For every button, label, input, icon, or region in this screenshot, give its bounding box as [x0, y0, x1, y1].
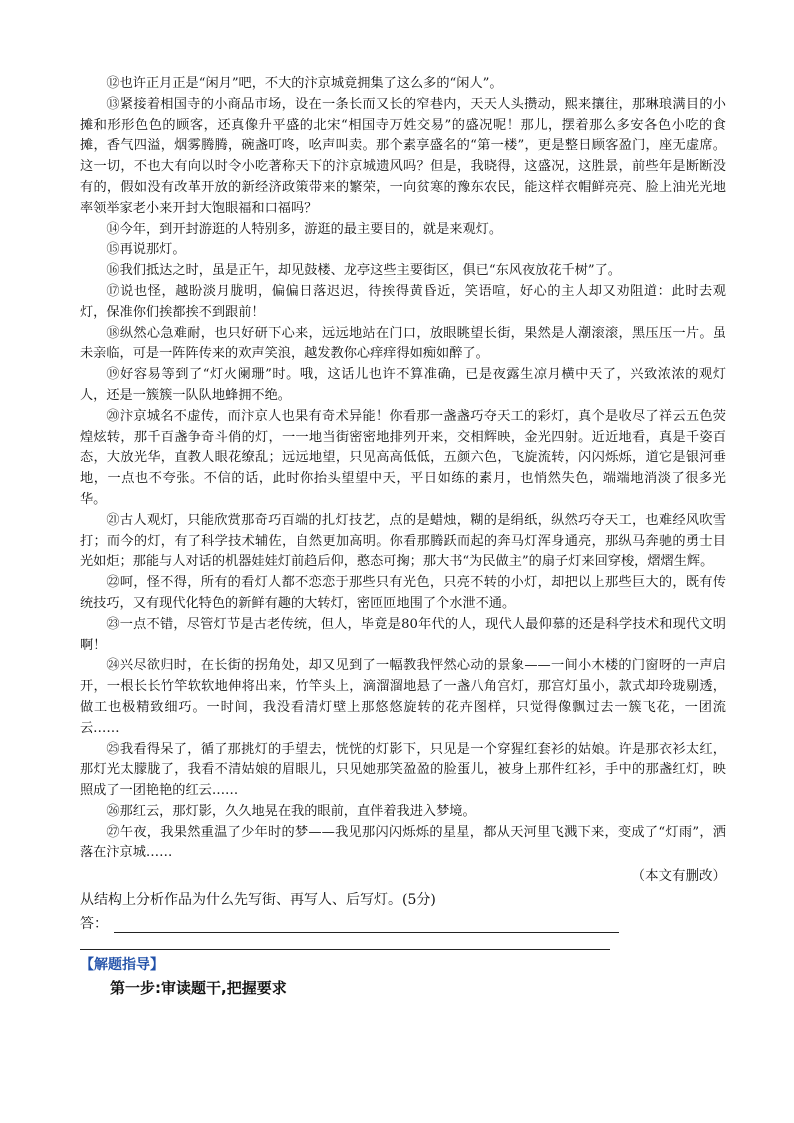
answer-line [80, 911, 726, 933]
answer-rule-2[interactable] [80, 933, 610, 950]
answer-rule-1[interactable] [114, 916, 619, 933]
question-text: 从结构上分析作品为什么先写街、再写人、后写灯。(5分) [80, 892, 436, 909]
paragraph-18: ⑱纵然心急难耐，也只好研下心来，远远地站在门口，放眼眺望长街，果然是人潮滚滚，黑压压一片。虽未亲临，可是一阵阵传来的欢声笑浪，越发教你心痒痒得如痴如醉了。 [80, 325, 726, 362]
solution-guide [80, 954, 726, 1000]
paragraph-21: ㉑古人观灯，只能欣赏那奇巧百端的扎灯技艺，点的是蜡烛，糊的是绢纸，纵然巧夺天工，也难经风吹雪打；而今的灯，有了科学技术辅佐，自然更加高明。你看那腾跃而起的奔马灯浑身通亮，那纵马奔驰的勇士目光如炬；那能与人对话的机器娃娃灯前趋后仰，憨态可掬；那大书“为民做主”的扇子灯来回穿梭，熠熠生辉。 [80, 512, 726, 570]
paragraph-14: ⑭今年，到开封游逛的人特别多，游逛的最主要目的，就是来观灯。 [106, 221, 503, 237]
paragraph-19: ⑲好容易等到了“灯火阑珊”时。哦，这话儿也许不算准确，已是夜露生凉月横中天了，兴致浓浓的观灯人，还是一簇簇一队队地蜂拥不绝。 [80, 367, 726, 403]
paragraph-12: ⑫也许正月正是“闲月”吧，不大的汴京城竟拥集了这么多的“闲人”。 [106, 76, 503, 91]
paragraph-24: ㉔兴尽欲归时，在长街的拐角处，却又见到了一幅教我怦然心动的景象——一间小木楼的门窗呀的一声启开，一根长长竹竿软软地伸将出来，竹竿头上，滴溜溜地悬了一盏八角宫灯，那宫灯虽小，款式却玲珑剔透，做工也极精致细巧。一时间，我没看清灯壁上那悠悠旋转的花卉图样，只觉得像飘过去一簇飞花，一团流云…… [80, 658, 726, 736]
paragraph-22: ㉒呵，怪不得，所有的看灯人都不恋恋于那些只有光色，只亮不转的小灯，却把以上那些巨大的，既有传统技巧，又有现代化特色的新鲜有趣的大转灯，密匝匝地围了个水泄不通。 [80, 575, 726, 611]
paragraph-20: ⑳汴京城名不虚传，而汴京人也果有奇术异能！你看那一盏盏巧夺天工的彩灯，真个是收尽了祥云五色荧煌炫转，那千百盏争奇斗俏的灯，一一地当街密密地排列开来，交相辉映，金光四射。近近地看，真是千姿百态，大放光华，直教人眼花缭乱；远远地望，只见高高低低，五颜六色，飞旋流转，闪闪烁烁，道它是银河垂地，一点也不夸张。不信的话，此时你抬头望望中天，平日如练的素月，也悄然失色，端端地消淡了很多光华。 [80, 408, 726, 507]
guide-title: 【解题指导】 [80, 957, 164, 974]
paragraph-23: ㉓一点不错，尽管灯节是古老传统，但人，毕竟是80年代的人，现代人最仰慕的还是科学技术和现代文明啊！ [80, 616, 726, 653]
paragraph-16: ⑯我们抵达之时，虽是正午，却见鼓楼、龙亭这些主要街区，俱已“东风夜放花千树”了。 [106, 263, 621, 279]
paragraph-26: ㉖那红云，那灯影，久久地晃在我的眼前，直伴着我进入梦境。 [106, 803, 476, 819]
paragraph-25: ㉕我看得呆了，循了那挑灯的手望去，恍恍的灯影下，只见是一个穿猩红套衫的姑娘。许是那衣衫太红，那灯光太朦胧了，我看不清姑娘的眉眼儿，只见她那笑盈盈的脸蛋儿，被身上那件红衫，手中的那盏红灯，映照成了一团艳艳的红云…… [80, 741, 726, 799]
paragraph-17: ⑰说也怪，越盼淡月胧明，偏偏日落迟迟，待挨得黄昏近，笑语喧，好心的主人却又劝阻道：此时去观灯，保准你们挨都挨不到跟前！ [80, 283, 726, 320]
document-page [80, 74, 726, 1000]
paragraph-13: ⑬紧接着相国寺的小商品市场，设在一条长而又长的窄巷内，天天人头攒动，熙来攘往，那琳琅满目的小摊和形形色色的顾客，还真像升平盛的北宋“相国寺万姓交易”的盛况呢！那儿，摆着那么多安各色小吃的食摊，香气四溢，烟雾腾腾，碗盏叮咚，吆声叫卖。那个素享盛名的“第一楼”，更是整日顾客盈门，座无虚席。这一切，不也大有向以时令小吃著称天下的汴京城遗风吗？但是，我晓得，这盛况，这胜景，前些年是断断没有的，假如没有改革开放的新经济政策带来的繁荣，一向贫寒的豫东农民，能这样衣帽鲜亮亮、脸上油光光地率领举家老小来开封大饱眼福和口福吗？ [80, 96, 726, 216]
source-note: （本文有删改） [631, 868, 726, 885]
paragraph-27: ㉗午夜，我果然重温了少年时的梦——我见那闪闪烁烁的星星，都从天河里飞溅下来，变成了“灯雨”，洒落在汴京城…… [80, 824, 726, 861]
article-body [80, 74, 726, 864]
guide-step-1: 第一步:审读题干,把握要求 [110, 979, 287, 998]
paragraph-15: ⑮再说那灯。 [106, 242, 186, 258]
answer-label: 答： [80, 916, 108, 933]
